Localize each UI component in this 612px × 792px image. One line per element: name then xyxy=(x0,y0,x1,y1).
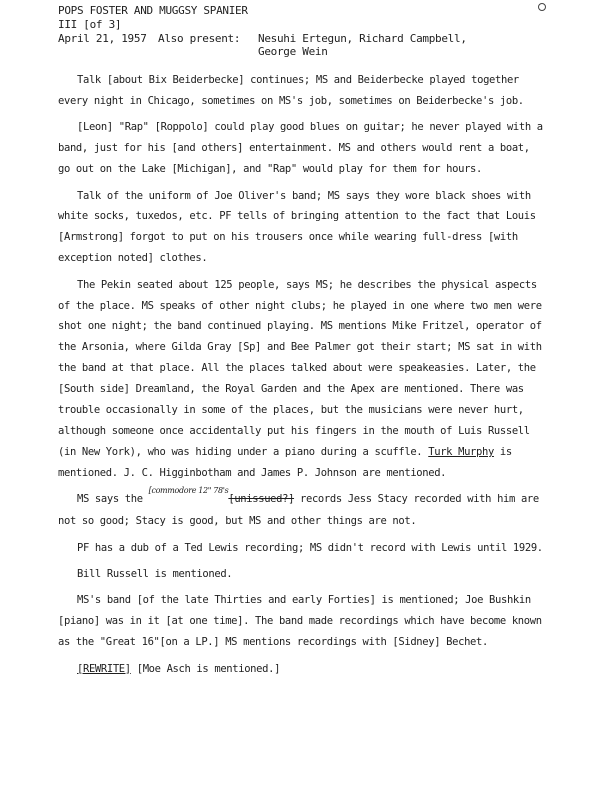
paragraph-stacy xyxy=(58,486,543,532)
transcript-title: POPS FOSTER AND MUGGSY SPANIER xyxy=(58,4,248,17)
reel-number: III [of 3] xyxy=(58,18,122,31)
also-present-label: Also present: xyxy=(158,32,241,45)
stacy-lead: MS says the xyxy=(77,493,149,506)
also-present-names-line1: Nesuhi Ertegun, Richard Campbell, xyxy=(258,32,467,45)
moe-asch-text: [Moe Asch is mentioned.] xyxy=(130,662,281,675)
pekin-tail: is mentioned. J. C. Higginbotham and James P. Johnson are mentioned. xyxy=(58,445,512,479)
punch-hole-icon xyxy=(538,3,546,11)
also-present-names-line2: George Wein xyxy=(258,45,328,58)
paragraph-pekin xyxy=(58,275,543,484)
transcript-body xyxy=(58,70,543,685)
paragraph-rap: [Leon] "Rap" [Roppolo] could play good blues on guitar; he never played with a band, just for his [and others] entertainment. MS and others would rent a boat, go out on the Lake [Michigan], and "Rap" would play for them for hours. xyxy=(58,121,543,176)
struck-text: [unissued?] xyxy=(228,493,295,506)
paragraph-ms-band: MS's band [of the late Thirties and early Forties] is mentioned; Joe Bushkin [piano] was in it [at one time]. The band made recordings which have become known as the "Great 16"[on a LP.] MS mentions recordings with [Sidney] Bechet. xyxy=(58,594,542,649)
turk-murphy-underlined: Turk Murphy xyxy=(428,445,494,458)
paragraph-bill-russell: Bill Russell is mentioned. xyxy=(77,567,233,580)
pekin-text: The Pekin seated about 125 people, says MS; he describes the physical aspects of the place. MS speaks of other night clubs; he played in one where two men were shot one night; the band continued playing. MS mentions Mike Fritzel, operator of the Arsonia, where Gilda Gray [Sp] and Bee Palmer got their start; MS sat in with the band at that place. All the places talked about were speakeasies. Later, the [South side] Dreamland, the Royal Garden and the Apex are mentioned. There was trouble occasionally in some of the places, but the musicians were never hurt, although someone once accidentally put his fingers in the mouth of Luis Russell (in New York), who was hiding under a piano during a scuffle. xyxy=(58,278,542,458)
handwritten-correction: [commodore 12" 78's xyxy=(148,486,229,496)
paragraph-rewrite xyxy=(58,659,543,680)
rewrite-underlined: [REWRITE] xyxy=(77,662,131,675)
interview-date: April 21, 1957 xyxy=(58,32,147,45)
paragraph-ted-lewis: PF has a dub of a Ted Lewis recording; MS didn't record with Lewis until 1929. xyxy=(77,541,543,554)
paragraph-bix: Talk [about Bix Beiderbecke] continues; MS and Beiderbecke played together every night in Chicago, sometimes on MS's job, sometimes on Beiderbecke's job. xyxy=(58,74,524,107)
paragraph-uniform: Talk of the uniform of Joe Oliver's band; MS says they wore black shoes with white socks, tuxedos, etc. PF tells of bringing attention to the fact that Louis [Armstrong] forgot to put on his trousers once while wearing full-dress [with exception noted] clothes. xyxy=(58,189,536,265)
stacy-tail: records Jess Stacy recorded with him are not so good; Stacy is good, but MS and other things are not. xyxy=(58,493,539,528)
